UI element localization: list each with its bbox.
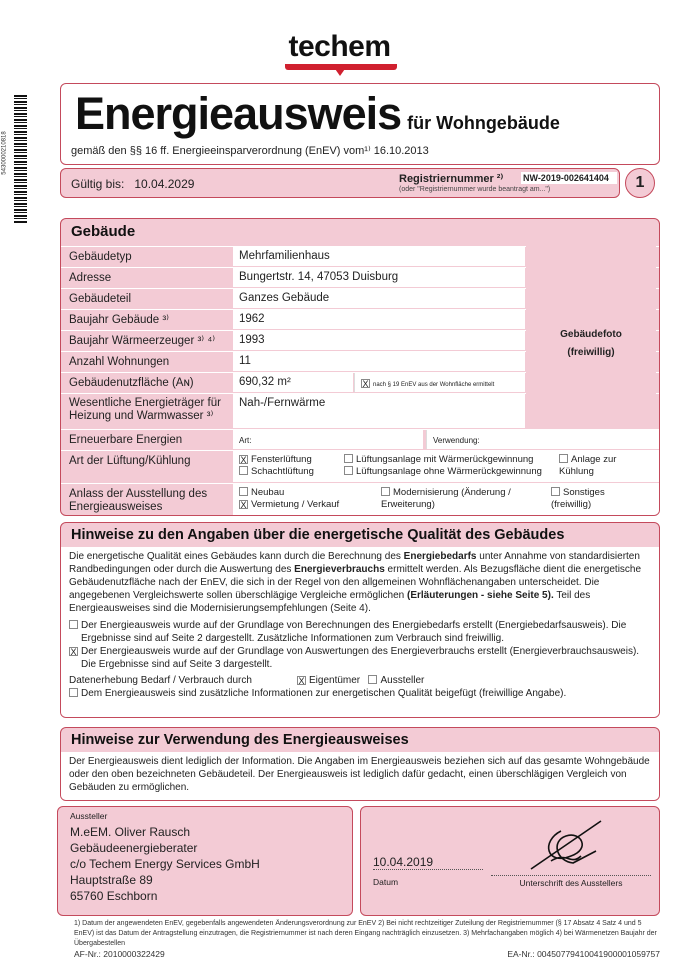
checkbox-option[interactable]: Lüftungsanlage mit Wärmerückgewinnung [344,454,559,466]
footnotes [74,919,660,959]
signature [511,811,621,873]
checkbox-demand[interactable]: Der Energieausweis wurde auf der Grundlage von Berechnungen des Energiebedarfs erstellt (Energiebedarfsausweis). Die Ergebnisse sind auf Seite 2 dargestellt. Zusätzliche Informationen zum Verbrauch sind freiwillig. [69,619,651,645]
row-label: Adresse [69,272,112,284]
checkbox-option[interactable]: X Fensterlüftung [240,454,312,465]
building-photo-placeholder: Gebäudefoto (freiwillig) [526,246,656,426]
row-value: 1993 [233,331,525,350]
checkbox-owner[interactable]: X Eigentümer [298,675,361,686]
checkbox-option[interactable]: Lüftungsanlage ohne Wärmerückgewinnung [344,466,559,478]
renewable-type-field[interactable]: Art: [233,430,423,449]
row-value: 1962 [233,310,525,329]
validity-box [60,168,620,198]
checkbox[interactable]: X [70,647,77,657]
data-collection-row: Datenerhebung Bedarf / Verbrauch durch X Eigentümer Aussteller [69,675,425,686]
checkbox-option[interactable]: Schachtlüftung [239,466,344,478]
energy-quality-notes [60,522,660,718]
area-method-checkbox[interactable]: X nach § 19 EnEV aus der Wohnfläche ermittelt [354,373,525,392]
issuer-line: Gebäudeenergieberater [70,841,198,855]
title-box [60,83,660,165]
issuer-line: Hauptstraße 89 [70,873,153,887]
row-label: Gebäudeteil [69,293,132,305]
usage-notes [60,727,660,801]
row-label: Wesentliche Energieträger für Heizung und Warmwasser ³⁾ [69,397,221,422]
section-heading: Gebäude [71,223,136,240]
checkbox-option[interactable]: Modernisierung (Änderung / Erweiterung) [381,487,511,510]
row-label: Baujahr Wärmeerzeuger ³⁾ ⁴⁾ [69,335,216,347]
row-value: Bungertstr. 14, 47053 Duisburg [233,268,525,287]
usage-text: Der Energieausweis dient lediglich der Information. Die Angaben im Energieausweis beziehen sich auf das gesamte Wohngebäude oder den oben bezeichneten Gebäudeteil. Der Energieausweis ist lediglich dafür gedacht, einen überschlägigen Vergleich von Gebäuden zu ermöglichen. [61,752,659,801]
checkbox-option[interactable]: Neubau [239,487,381,499]
page-number: 1 [625,168,655,198]
row-value: Ganzes Gebäude [233,289,525,308]
section-heading: Hinweise zu den Angaben über die energetische Qualität des Gebäudes [71,527,565,543]
footnote-text: 1) Datum der angewendeten EnEV, gegebenfalls angewendeten Änderungsverordnung zur EnEV 2) Bei nicht rechtzeitiger Zuteilung der Registriernummer (§ 17 Absatz 4 Satz 4 und 5 EnEV) ist das Datum der Antragstellung einzutragen, die Registriernummer ist nach deren Eingang nachträglich einzusetzen. 3) Mehrfachangaben möglich 4) bei Wärmenetzen Baujahr der Übergabestellen [74,920,657,947]
row-label: Gebäudenutzfläche (Aɴ) [69,377,194,389]
renewable-use-field[interactable]: Verwendung: [426,430,660,449]
notes-paragraph: Die energetische Qualität eines Gebäudes kann durch die Berechnung des Energiebedarfs unter Annahme von standardisierten Randbedingungen oder durch die Auswertung des Energieverbrauchs ermittelt werden. Als Bezugsfläche dient die energetische Gebäudenutzfläche nach der EnEV, die sich in der Regel von den allgemeinen Wohnflächenangaben unterscheidet. Die angegebenen Vergleichswerte sollen überschlägige Vergleiche ermöglichen (Erläuterungen - siehe Seite 5). Teil des Energieausweises sind die Modernisierungsempfehlungen (Seite 4). [69,551,642,614]
reg-number: NW-2019-002641404 [521,172,617,184]
checkbox-issuer[interactable]: Aussteller [368,675,424,686]
issuer-label: Aussteller [70,811,108,821]
issuer-line: c/o Techem Energy Services GmbH [70,857,260,871]
row-label: Erneuerbare Energien [69,434,183,446]
checkbox-option[interactable]: Sonstiges (freiwillig) [551,487,605,510]
issuer-line: M.eEM. Oliver Rausch [70,825,191,839]
ventilation-row [61,450,659,482]
row-label: Anlass der Ausstellung des Energieausweises [69,488,208,513]
row-value: 11 [233,352,525,371]
occasion-row [61,483,659,516]
checkbox-option[interactable]: Anlage zur Kühlung [559,454,617,477]
barcode [14,95,27,223]
row-label: Art der Lüftung/Kühlung [69,455,191,467]
checkbox[interactable] [368,675,377,684]
issue-date: 10.04.2019 [373,855,483,870]
subtitle: gemäß den §§ 16 ff. Energieeinsparverordnung (EnEV) vom¹⁾ 16.10.2013 [71,145,429,157]
logo-notch [333,66,347,76]
af-number: AF-Nr.: 2010000322429 [74,949,165,959]
issuer-line: 65760 Eschborn [70,889,158,903]
reg-note: (oder "Registriernummer wurde beantragt am...") [399,186,551,193]
checkbox[interactable] [69,620,78,629]
page-title: Energieausweis für Wohngebäude [75,88,560,139]
reg-label: Registriernummer ²⁾ [399,173,504,185]
section-heading: Hinweise zur Verwendung des Energieausweises [71,732,409,748]
checkbox-consumption[interactable]: X Der Energieausweis wurde auf der Grundlage von Auswertungen des Energieverbrauchs erstellt (Energieverbrauchsausweis). Die Ergebnisse sind auf Seite 3 dargestellt. [70,646,640,670]
date-label: Datum [373,877,399,887]
ea-number: EA-Nr.: 00450779410041900001059757 [507,949,660,959]
issuer-box [57,806,353,916]
checkbox[interactable] [69,688,78,697]
row-label: Anzahl Wohnungen [69,356,170,368]
row-value: Nah-/Fernwärme [233,394,525,428]
checkbox[interactable]: X [298,676,305,686]
barcode-number: 5430000210818 [1,131,8,175]
row-label: Baujahr Gebäude ³⁾ [69,314,170,326]
row-value: Mehrfamilienhaus [233,247,525,266]
signature-label: Unterschrift des Ausstellers [491,875,651,888]
row-label: Gebäudetyp [69,251,132,263]
renewable-row [61,429,659,449]
building-section [60,218,660,516]
checkbox-additional-info[interactable]: Dem Energieausweis sind zusätzliche Informationen zur energetischen Qualität beigefügt (freiwillige Angabe). [69,687,651,700]
row-value: 690,32 m² [233,373,353,392]
valid-until: Gültig bis: 10.04.2029 [71,177,195,191]
signature-box [360,806,660,916]
checkbox-option[interactable]: X Vermietung / Verkauf [240,499,340,510]
techem-logo: techem [288,30,391,63]
